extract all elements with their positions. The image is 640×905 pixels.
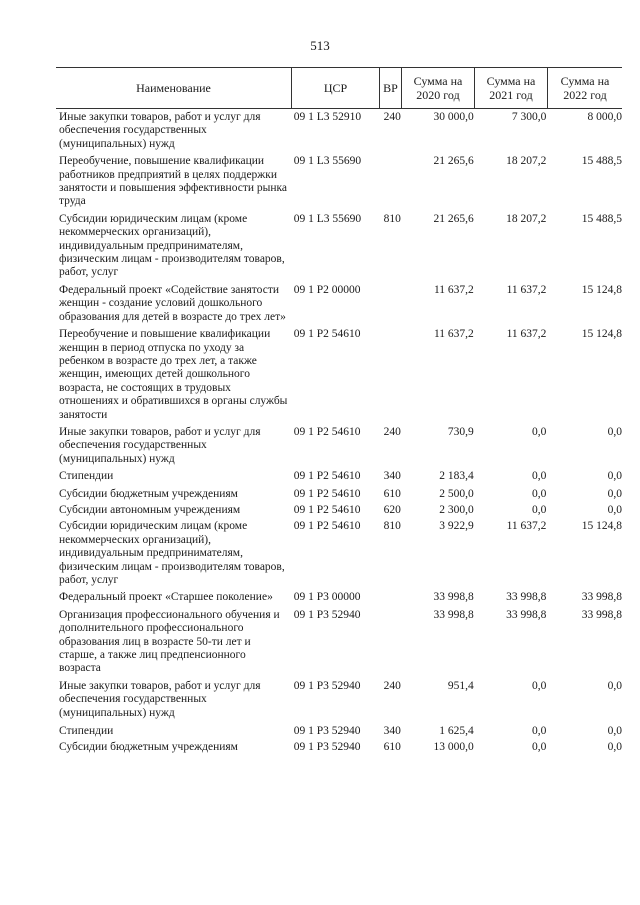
cell-csr: 09 1 P3 52940 bbox=[293, 725, 361, 738]
cell-name: Иные закупки товаров, работ и услуг для обеспечения государственных (муниципальных) нужд bbox=[59, 425, 261, 465]
cell-vr: 340 bbox=[383, 470, 401, 483]
cell-sum-2021: 0,0 bbox=[532, 425, 547, 438]
cell-name: Стипендии bbox=[59, 725, 114, 738]
cell-sum-2020: 2 300,0 bbox=[439, 503, 474, 516]
cell-sum-2021: 0,0 bbox=[532, 679, 547, 692]
cell-name: Иные закупки товаров, работ и услуг для обеспечения государственных (муниципальных) нужд bbox=[59, 111, 261, 150]
cell-csr: 09 1 P3 52940 bbox=[293, 741, 361, 754]
cell-csr: 09 1 P3 00000 bbox=[293, 591, 361, 604]
cell-sum-2022: 0,0 bbox=[607, 487, 623, 500]
cell-sum-2022: 8 000,0 bbox=[587, 111, 623, 123]
cell-sum-2022: 0,0 bbox=[607, 503, 623, 516]
cell-csr: 09 1 P2 54610 bbox=[293, 487, 361, 500]
header-sum-2021: Сумма на 2021 год bbox=[475, 68, 548, 108]
table-row bbox=[56, 426, 622, 466]
header-vr: ВР bbox=[380, 68, 402, 108]
cell-name: Субсидии бюджетным учреждениям bbox=[59, 741, 238, 754]
cell-name: Организация профессионального обучения и дополнительного профессионального образования лиц в возрасте 50-ти лет и старше, а также лиц предпенсионного возраста bbox=[59, 608, 280, 675]
cell-name: Субсидии юридическим лицам (кроме некоммерческих организаций), индивидуальным предпринимателям, физическим лицам - производителям товаров, работ, услуг bbox=[59, 520, 285, 586]
cell-csr: 09 1 P2 54610 bbox=[293, 328, 361, 341]
cell-sum-2020: 3 922,9 bbox=[439, 520, 474, 533]
table-row bbox=[56, 155, 622, 209]
cell-sum-2022: 0,0 bbox=[607, 470, 623, 483]
header-sum-2022: Сумма на 2022 год bbox=[560, 74, 610, 102]
header-sum-2020: Сумма на 2020 год bbox=[402, 68, 475, 108]
cell-csr: 09 1 P3 52940 bbox=[293, 679, 361, 692]
cell-name: Переобучение, повышение квалификации работников предприятий в целях поддержки занятости и повышения эффективности рынка труда bbox=[59, 155, 288, 208]
cell-sum-2020: 21 265,6 bbox=[433, 212, 474, 225]
cell-sum-2021: 0,0 bbox=[532, 725, 547, 738]
cell-sum-2020: 33 998,8 bbox=[433, 608, 474, 621]
cell-vr: 240 bbox=[383, 425, 401, 438]
cell-sum-2022: 0,0 bbox=[607, 679, 623, 692]
table-row bbox=[56, 213, 622, 280]
table-row bbox=[56, 680, 622, 720]
cell-vr: 240 bbox=[383, 111, 401, 123]
cell-csr: 09 1 L3 52910 bbox=[293, 111, 362, 123]
cell-csr: 09 1 P2 54610 bbox=[293, 503, 361, 516]
cell-sum-2022: 15 488,5 bbox=[581, 212, 623, 225]
cell-sum-2022: 15 124,8 bbox=[581, 328, 623, 341]
cell-sum-2022: 0,0 bbox=[607, 425, 623, 438]
table-row bbox=[56, 591, 622, 604]
cell-sum-2021: 0,0 bbox=[532, 487, 547, 500]
header-name: Наименование bbox=[56, 68, 292, 108]
cell-sum-2020: 30 000,0 bbox=[433, 111, 474, 123]
cell-sum-2020: 2 500,0 bbox=[439, 487, 474, 500]
table-row bbox=[56, 609, 622, 676]
cell-sum-2021: 18 207,2 bbox=[506, 212, 547, 225]
header-csr: ЦСР bbox=[292, 68, 380, 108]
cell-sum-2020: 11 637,2 bbox=[433, 283, 474, 296]
cell-csr: 09 1 P2 00000 bbox=[293, 283, 361, 296]
table-row bbox=[56, 504, 622, 517]
cell-vr: 610 bbox=[383, 741, 401, 754]
table-body bbox=[56, 111, 622, 755]
cell-sum-2020: 1 625,4 bbox=[439, 725, 474, 738]
cell-sum-2020: 33 998,8 bbox=[433, 591, 474, 604]
cell-sum-2022: 0,0 bbox=[607, 741, 623, 754]
cell-sum-2022: 33 998,8 bbox=[581, 591, 623, 604]
cell-sum-2020: 21 265,6 bbox=[433, 155, 474, 168]
cell-vr: 810 bbox=[383, 520, 401, 533]
cell-csr: 09 1 P3 52940 bbox=[293, 608, 361, 621]
table-row bbox=[56, 741, 622, 754]
table-row bbox=[56, 470, 622, 483]
table-row bbox=[56, 488, 622, 501]
cell-vr: 340 bbox=[383, 725, 401, 738]
cell-name: Стипендии bbox=[59, 470, 114, 483]
cell-name: Переобучение и повышение квалификации женщин в период отпуска по уходу за ребенком в возрасте до трех лет, а также женщин, имеющих детей дошкольного возраста, не состоящих в трудовых отношениях и обратившихся в органы службы занятости bbox=[59, 328, 288, 421]
cell-csr: 09 1 P2 54610 bbox=[293, 425, 361, 438]
table-row bbox=[56, 111, 622, 151]
cell-sum-2020: 730,9 bbox=[447, 425, 474, 438]
table-row bbox=[56, 725, 622, 738]
cell-name: Субсидии автономным учреждениям bbox=[59, 503, 241, 516]
cell-sum-2022: 15 124,8 bbox=[581, 283, 623, 296]
cell-sum-2021: 0,0 bbox=[532, 470, 547, 483]
table-row bbox=[56, 328, 622, 422]
cell-sum-2020: 951,4 bbox=[447, 679, 474, 692]
cell-name: Федеральный проект «Содействие занятости женщин - создание условий дошкольного образования для детей в возрасте до трех лет» bbox=[59, 283, 286, 323]
cell-sum-2021: 18 207,2 bbox=[506, 155, 547, 168]
cell-vr: 610 bbox=[383, 487, 401, 500]
cell-name: Федеральный проект «Старшее поколение» bbox=[59, 591, 273, 604]
cell-csr: 09 1 L3 55690 bbox=[293, 212, 362, 225]
cell-csr: 09 1 P2 54610 bbox=[293, 470, 361, 483]
cell-sum-2021: 33 998,8 bbox=[506, 591, 547, 604]
cell-sum-2022: 15 488,5 bbox=[581, 155, 623, 168]
table-row bbox=[56, 284, 622, 324]
cell-sum-2021: 11 637,2 bbox=[506, 328, 547, 341]
cell-vr: 810 bbox=[383, 212, 401, 225]
page-number: 513 bbox=[310, 38, 330, 53]
cell-name: Субсидии юридическим лицам (кроме некоммерческих организаций), индивидуальным предпринимателям, физическим лицам - производителям товаров, работ, услуг bbox=[59, 212, 285, 279]
cell-sum-2021: 11 637,2 bbox=[506, 283, 547, 296]
table-row bbox=[56, 520, 622, 587]
cell-sum-2022: 0,0 bbox=[607, 725, 623, 738]
cell-sum-2021: 0,0 bbox=[532, 503, 547, 516]
cell-sum-2020: 2 183,4 bbox=[439, 470, 474, 483]
cell-vr: 240 bbox=[383, 679, 401, 692]
cell-sum-2022: 33 998,8 bbox=[581, 608, 623, 621]
cell-sum-2021: 11 637,2 bbox=[506, 520, 547, 533]
cell-sum-2020: 11 637,2 bbox=[433, 328, 474, 341]
cell-sum-2021: 0,0 bbox=[532, 741, 547, 754]
cell-sum-2020: 13 000,0 bbox=[433, 741, 474, 754]
cell-name: Субсидии бюджетным учреждениям bbox=[59, 487, 238, 500]
cell-sum-2021: 33 998,8 bbox=[506, 608, 547, 621]
cell-vr: 620 bbox=[383, 503, 401, 516]
cell-name: Иные закупки товаров, работ и услуг для обеспечения государственных (муниципальных) нужд bbox=[59, 679, 261, 719]
table-header bbox=[56, 67, 622, 109]
cell-sum-2022: 15 124,8 bbox=[581, 520, 623, 533]
cell-csr: 09 1 P2 54610 bbox=[293, 520, 361, 533]
cell-sum-2021: 7 300,0 bbox=[511, 111, 547, 123]
cell-csr: 09 1 L3 55690 bbox=[293, 155, 362, 168]
